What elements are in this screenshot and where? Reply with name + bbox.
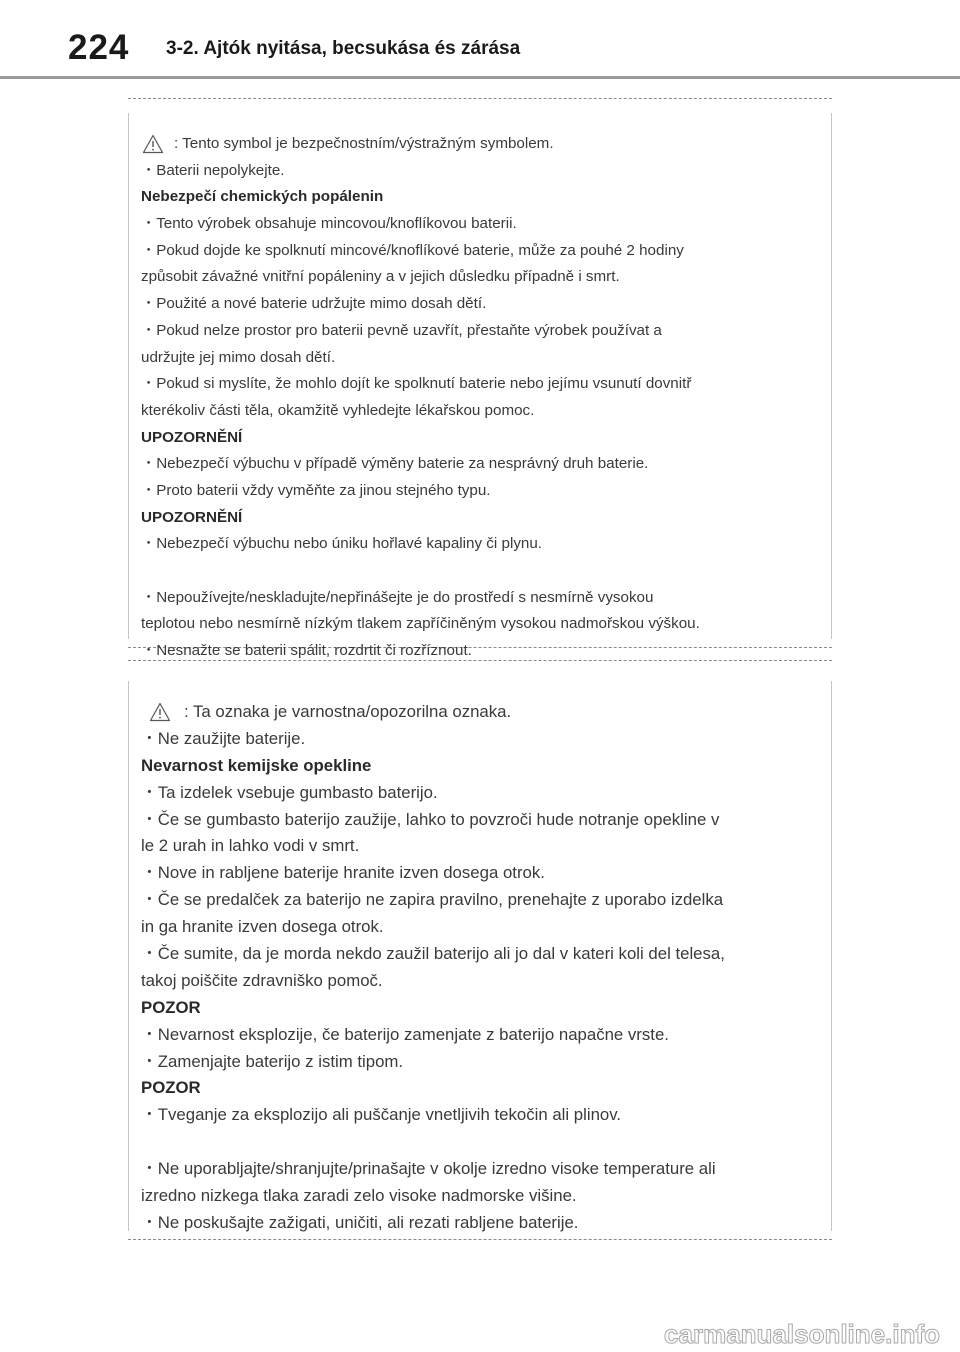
caution-heading: POZOR (141, 1078, 201, 1098)
text-line: ・Zamenjajte baterijo z istim tipom. (141, 1051, 404, 1071)
text-line: in ga hranite izven dosega otrok. (141, 917, 384, 937)
text-line: ・Použité a nové baterie udržujte mimo dosah dětí. (141, 295, 487, 313)
text-line: ・Nepoužívejte/neskladujte/nepřinášejte je do prostředí s nesmírně vysokou (141, 588, 654, 606)
page-header (0, 0, 960, 80)
warning-box-slovenian (128, 660, 832, 1240)
symbol-explanation-text: : Tento symbol je bezpečnostním/výstražným symbolem. (174, 135, 554, 152)
text-line: ・Pokud si myslíte, že mohlo dojít ke spolknutí baterie nebo jejímu vsunutí dovnitř (141, 375, 692, 393)
text-line: ・Pokud dojde ke spolknutí mincové/knoflíkové baterie, může za pouhé 2 hodiny (141, 241, 684, 259)
warning-triangle-icon (149, 702, 171, 722)
text-line: ・Pokud nelze prostor pro baterii pevně uzavřít, přestaňte výrobek používat a (141, 321, 662, 339)
caution-heading: UPOZORNĚNÍ (141, 508, 243, 526)
warning-box-czech (128, 98, 832, 660)
text-line: ・Nebezpečí výbuchu v případě výměny baterie za nesprávný druh baterie. (141, 455, 649, 473)
text-line: takoj poiščite zdravniško pomoč. (141, 970, 383, 990)
symbol-explanation-line (141, 131, 821, 158)
section-heading: Nebezpečí chemických popálenin (141, 188, 384, 206)
text-line: ・Proto baterii vždy vyměňte za jinou stejného typu. (141, 481, 491, 499)
text-line: le 2 urah in lahko vodi v smrt. (141, 836, 360, 856)
blank-line (141, 558, 821, 585)
text-line: ・Ta izdelek vsebuje gumbasto baterijo. (141, 782, 438, 802)
symbol-explanation-text: : Ta oznaka je varnostna/opozorilna oznaka. (184, 702, 512, 721)
section-heading: Nevarnost kemijske opekline (141, 755, 372, 775)
warning-box-czech-frame (128, 113, 832, 660)
text-line: ・Če se gumbasto baterijo zaužije, lahko to povzroči hude notranje opekline v (141, 809, 720, 829)
text-line: ・Nove in rabljene baterije hranite izven dosega otrok. (141, 863, 545, 883)
caution-heading: UPOZORNĚNÍ (141, 428, 243, 446)
text-line: izredno nizkega tlaka zaradi zelo visoke nadmorske višine. (141, 1186, 577, 1206)
text-line: ・Če sumite, da je morda nekdo zaužil baterijo ali jo dal v kateri koli del telesa, (141, 944, 725, 964)
watermark-text: carmanualsonline.info (664, 1319, 940, 1349)
text-line: ・Baterii nepolykejte. (141, 161, 285, 179)
text-line: ・Nebezpečí výbuchu nebo úniku hořlavé kapaliny či plynu. (141, 535, 543, 553)
page-number: 224 (68, 28, 130, 67)
text-line: ・Če se predalček za baterijo ne zapira pravilno, prenehajte z uporabo izdelka (141, 890, 724, 910)
header-divider (0, 76, 960, 79)
section-title: 3-2. Ajtók nyitása, becsukása és zárása (166, 38, 521, 59)
text-line: způsobit závažné vnitřní popáleniny a v jejich důsledku případně i smrt. (141, 268, 620, 286)
text-line: ・Ne poskušajte zažigati, uničiti, ali rezati rabljene baterije. (141, 1212, 579, 1232)
text-line: udržujte jej mimo dosah dětí. (141, 348, 336, 366)
warning-box-slovenian-content (141, 699, 821, 1237)
warning-box-slovenian-frame (128, 681, 832, 1231)
text-line: ・Nesnažte se baterii spálit, rozdrtit či rozříznout. (141, 642, 472, 660)
warning-triangle-icon (142, 134, 164, 154)
symbol-explanation-line (141, 699, 821, 726)
text-line: ・Ne uporabljajte/shranjujte/prinašajte v okolje izredno visoke temperature ali (141, 1159, 716, 1179)
text-line: kterékoliv části těla, okamžitě vyhledejte lékařskou pomoc. (141, 401, 535, 419)
blank-line (141, 1129, 821, 1156)
text-line: ・Nevarnost eksplozije, če baterijo zamenjate z baterijo napačne vrste. (141, 1024, 669, 1044)
text-line: ・Tento výrobek obsahuje mincovou/knoflíkovou baterii. (141, 215, 517, 233)
text-line: ・Ne zaužijte baterije. (141, 728, 306, 748)
text-line: teplotou nebo nesmírně nízkým tlakem zapříčiněným vysokou nadmořskou výškou. (141, 615, 700, 633)
warning-box-czech-content (141, 131, 821, 665)
caution-heading: POZOR (141, 997, 201, 1017)
text-line: ・Tveganje za eksplozijo ali puščanje vnetljivih tekočin ali plinov. (141, 1105, 622, 1125)
